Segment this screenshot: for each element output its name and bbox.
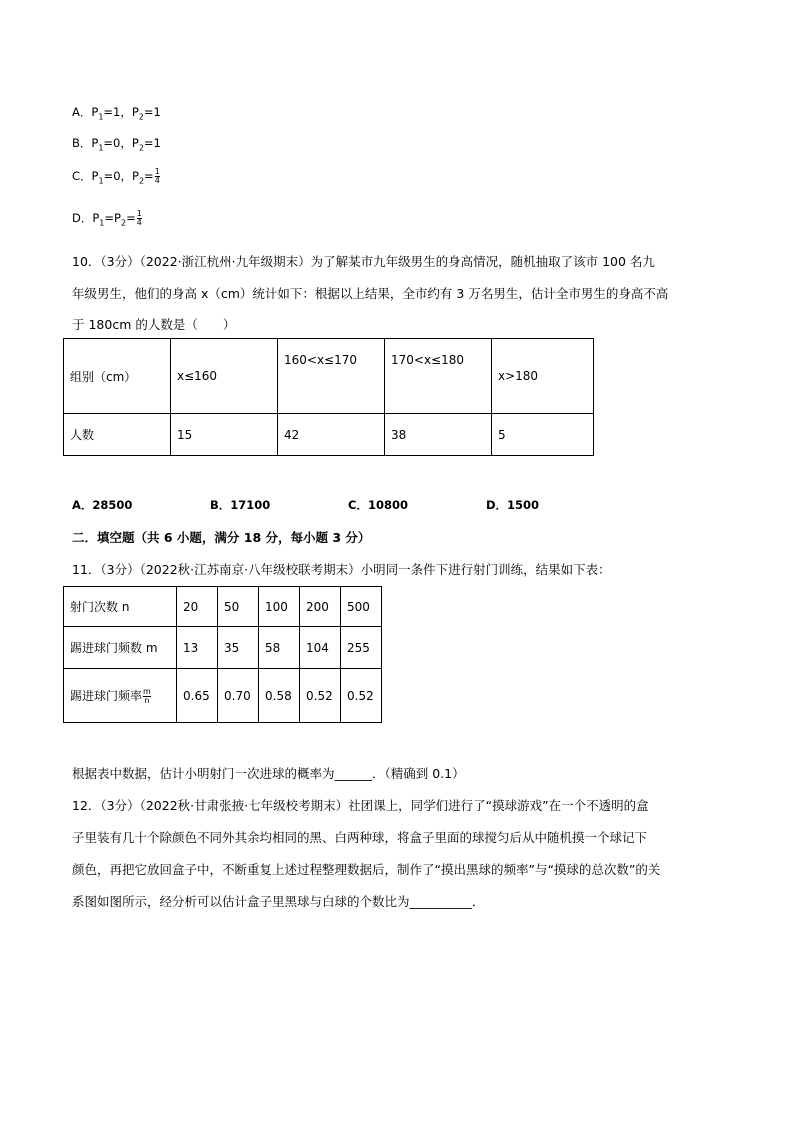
- q12-line-1: 12．（3分）（2022秋·甘肃张掖·七年级校考期末）社团课上，同学们进行了“摸球游戏”在一个不透明的盒: [72, 798, 649, 813]
- table-cell: 20: [177, 587, 218, 627]
- table-cell: 58: [259, 627, 300, 669]
- table-header-cell: x≤160: [171, 339, 278, 414]
- q10-option-b: B．17100: [210, 498, 271, 512]
- q10-option-a: A．28500: [72, 498, 133, 512]
- table-cell: 35: [218, 627, 259, 669]
- table-row: [64, 414, 594, 456]
- q11-shooting-table: [63, 586, 382, 723]
- q10-height-table: [63, 338, 594, 456]
- q10-line-3: 于 180cm 的人数是（ ）: [72, 317, 236, 332]
- q9-option-c: C．$P_1=0$，$P_2=$ $\frac{1}{4}$: [72, 167, 160, 186]
- q10-line-2: 年级男生，他们的身高 x（cm）统计如下：根据以上结果，全市约有 3 万名男生，估计全市男生的身高不高: [72, 286, 669, 301]
- table-row-label: 踢进球门频率 $\frac{m}{n}$: [64, 669, 177, 723]
- q12-line-3: 颜色，再把它放回盒子中，不断重复上述过程整理数据后，制作了“摸出黑球的频率”与“摸球的总次数”的关: [72, 862, 661, 877]
- table-row: [64, 587, 382, 627]
- q11-answer-line: 根据表中数据，估计小明射门一次进球的概率为______．（精确到 0.1）: [72, 766, 465, 781]
- table-cell: 0.52: [341, 669, 382, 723]
- table-cell: 0.65: [177, 669, 218, 723]
- table-cell: 104: [300, 627, 341, 669]
- table-row-label: 踢进球门频数 m: [64, 627, 177, 669]
- table-row: [64, 627, 382, 669]
- table-header-cell: 170<x≤180: [385, 339, 492, 414]
- q9-option-d: D．$P_1=P_2=$ $\frac{1}{4}$: [72, 209, 142, 228]
- table-cell: 255: [341, 627, 382, 669]
- q12-line-4: 系图如图所示，经分析可以估计盒子里黑球与白球的个数比为__________．: [72, 894, 485, 909]
- q10-option-c: C．10800: [348, 498, 408, 512]
- table-row: [64, 339, 594, 414]
- q10-option-d: D．1500: [486, 498, 540, 512]
- table-cell: 50: [218, 587, 259, 627]
- table-cell: 0.58: [259, 669, 300, 723]
- fraction-one-quarter: $\frac{1}{4}$: [136, 209, 142, 227]
- table-row-label: 人数: [64, 414, 171, 456]
- table-cell: 38: [385, 414, 492, 456]
- section-heading: 二．填空题（共 6 小题，满分 18 分，每小题 3 分）: [72, 530, 371, 545]
- table-row-label: 射门次数 n: [64, 587, 177, 627]
- table-cell: 0.52: [300, 669, 341, 723]
- table-cell: 15: [171, 414, 278, 456]
- table-cell: 100: [259, 587, 300, 627]
- table-cell: 42: [278, 414, 385, 456]
- table-row: [64, 669, 382, 723]
- table-cell: 13: [177, 627, 218, 669]
- table-cell: 0.70: [218, 669, 259, 723]
- fraction-one-quarter: $\frac{1}{4}$: [154, 167, 160, 185]
- q9-option-a: A．$P_1=1$，$P_2=1$: [72, 105, 161, 122]
- table-header-cell: x>180: [492, 339, 594, 414]
- table-cell: 5: [492, 414, 594, 456]
- table-header-cell: 160<x≤170: [278, 339, 385, 414]
- table-header-cell: 组别（cm）: [64, 339, 171, 414]
- q9-option-b: B．$P_1=0$，$P_2=1$: [72, 136, 161, 153]
- q12-line-2: 子里装有几十个除颜色不同外其余均相同的黑、白两种球，将盒子里面的球搅匀后从中随机摸一个球记下: [72, 830, 648, 845]
- fraction-m-over-n: $\frac{m}{n}$: [143, 686, 151, 705]
- table-cell: 500: [341, 587, 382, 627]
- q10-line-1: 10．（3分）（2022·浙江杭州·九年级期末）为了解某市九年级男生的身高情况，随机抽取了该市 100 名九: [72, 254, 655, 269]
- table-cell: 200: [300, 587, 341, 627]
- q11-line-1: 11．（3分）（2022秋·江苏南京·八年级校联考期末）小明同一条件下进行射门训练，结果如下表：: [72, 562, 611, 577]
